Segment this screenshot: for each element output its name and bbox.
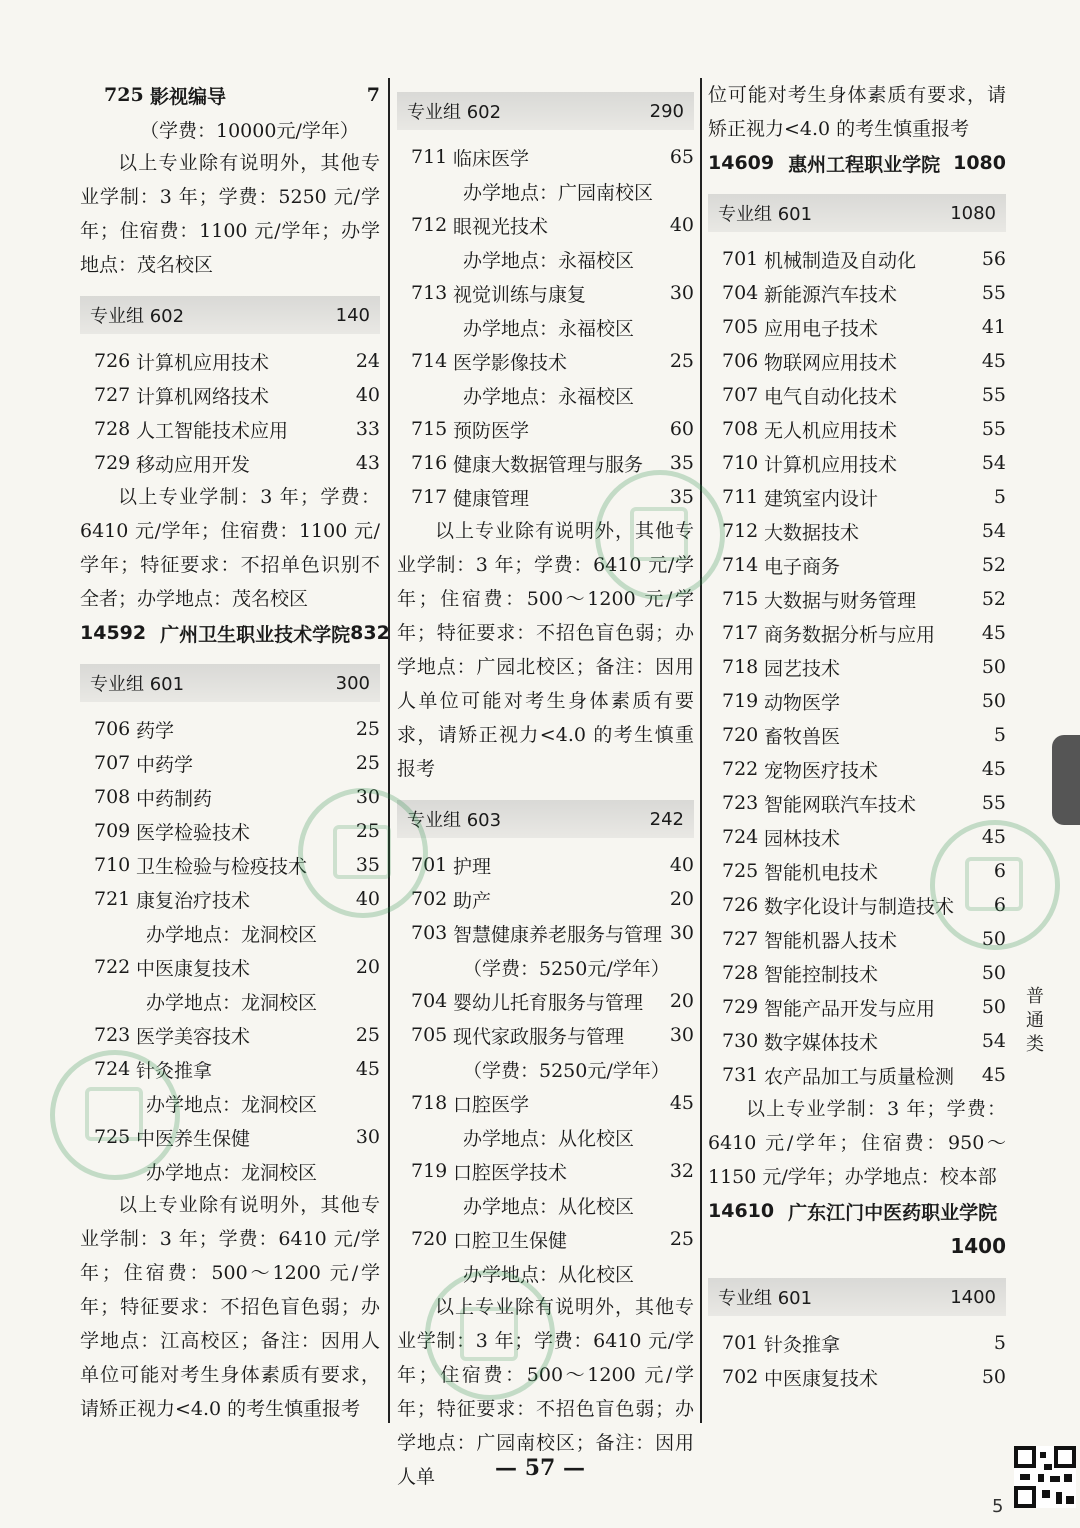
major-count: 52 bbox=[981, 588, 1006, 610]
major-row bbox=[397, 276, 694, 310]
major-name: 电子商务 bbox=[764, 555, 841, 578]
group-list-601 bbox=[708, 242, 1006, 1092]
major-name: 智能控制技术 bbox=[764, 963, 879, 986]
major-row bbox=[708, 514, 1006, 548]
major-row bbox=[397, 1086, 694, 1120]
major-count: 54 bbox=[981, 1030, 1006, 1052]
group-label: 专业组 601 bbox=[90, 674, 185, 695]
major-code: 729 bbox=[94, 452, 131, 474]
major-count: 45 bbox=[981, 826, 1006, 848]
major-name: 中药制药 bbox=[136, 787, 213, 810]
major-code: 720 bbox=[411, 1228, 448, 1250]
major-count: 32 bbox=[669, 1160, 694, 1182]
campus-note: 办学地点：从化校区 bbox=[463, 1263, 635, 1286]
major-code: 704 bbox=[411, 990, 448, 1012]
fee-note: （学费：10000元/学年） bbox=[140, 119, 359, 142]
major-count: 45 bbox=[669, 1092, 694, 1114]
major-code: 701 bbox=[722, 248, 759, 270]
major-count: 55 bbox=[981, 384, 1006, 406]
major-row bbox=[708, 1326, 1006, 1360]
major-row bbox=[708, 650, 1006, 684]
qr-code-icon bbox=[1014, 1446, 1076, 1508]
school-id: 14592 bbox=[80, 622, 147, 644]
side-tab bbox=[1052, 735, 1080, 825]
major-code: 719 bbox=[411, 1160, 448, 1182]
major-row bbox=[708, 378, 1006, 412]
major-row bbox=[708, 446, 1006, 480]
major-code: 727 bbox=[94, 384, 131, 406]
group-header bbox=[397, 800, 694, 838]
paragraph-note: 以上专业除有说明外，其他专业学制：3 年；学费：5250 元/学年；住宿费：1100 元/学年；办学地点：茂名校区 bbox=[80, 152, 380, 276]
group-label: 专业组 602 bbox=[407, 102, 502, 123]
major-count: 25 bbox=[355, 718, 380, 740]
major-code: 725 bbox=[104, 84, 144, 106]
major-name: 人工智能技术应用 bbox=[136, 419, 289, 442]
major-count: 50 bbox=[981, 928, 1006, 950]
major-name: 眼视光技术 bbox=[453, 215, 549, 238]
major-name: 健康大数据管理与服务 bbox=[453, 453, 644, 476]
major-code: 725 bbox=[722, 860, 759, 882]
major-name: 物联网应用技术 bbox=[764, 351, 898, 374]
major-count: 25 bbox=[355, 1024, 380, 1046]
major-name: 健康管理 bbox=[453, 487, 530, 510]
major-name: 智能机器人技术 bbox=[764, 929, 898, 952]
major-name: 计算机应用技术 bbox=[136, 351, 270, 374]
major-name: 卫生检验与检疫技术 bbox=[136, 855, 308, 878]
major-code: 725 bbox=[94, 1126, 131, 1148]
major-count: 35 bbox=[669, 452, 694, 474]
major-count: 45 bbox=[981, 758, 1006, 780]
major-count: 56 bbox=[981, 248, 1006, 270]
major-row bbox=[80, 78, 380, 112]
major-row bbox=[708, 990, 1006, 1024]
major-count: 54 bbox=[981, 520, 1006, 542]
school-count: 1400 bbox=[950, 1234, 1006, 1258]
major-code: 701 bbox=[722, 1332, 759, 1354]
major-name: 医学检验技术 bbox=[136, 821, 251, 844]
major-code: 703 bbox=[411, 922, 448, 944]
major-count: 35 bbox=[669, 486, 694, 508]
campus-note: 办学地点：龙洞校区 bbox=[146, 923, 318, 946]
group-count: 140 bbox=[335, 304, 370, 326]
campus-note: 办学地点：永福校区 bbox=[463, 249, 635, 272]
major-code: 716 bbox=[411, 452, 448, 474]
major-code: 711 bbox=[722, 486, 759, 508]
school-header bbox=[80, 616, 390, 650]
school-count: 1080 bbox=[953, 152, 1006, 174]
major-code: 727 bbox=[722, 928, 759, 950]
major-count: 55 bbox=[981, 418, 1006, 440]
major-row bbox=[708, 1058, 1006, 1092]
group-header bbox=[397, 92, 694, 130]
major-row bbox=[397, 984, 694, 1018]
major-name: 针灸推拿 bbox=[764, 1333, 841, 1356]
major-name: 商务数据分析与应用 bbox=[764, 623, 936, 646]
major-name: 视觉训练与康复 bbox=[453, 283, 587, 306]
major-count: 25 bbox=[669, 350, 694, 372]
major-count: 65 bbox=[669, 146, 694, 168]
school-id: 14610 bbox=[708, 1200, 775, 1222]
school-name: 广州卫生职业技术学院 bbox=[160, 623, 351, 646]
major-name: 计算机应用技术 bbox=[764, 453, 898, 476]
group-count: 1080 bbox=[950, 202, 996, 224]
major-count: 43 bbox=[355, 452, 380, 474]
major-code: 706 bbox=[94, 718, 131, 740]
major-code: 728 bbox=[94, 418, 131, 440]
major-code: 722 bbox=[94, 956, 131, 978]
school-count: 832 bbox=[350, 622, 390, 644]
major-row bbox=[397, 344, 694, 378]
paragraph-note: 以上专业除有说明外，其他专业学制：3 年；学费：6410 元/学年；住宿费：500～1200 元/学年；特征要求：不招色盲色弱；办学地点：广园北校区；备注：因用人单位可能对考生身体素质有要求，请矫正视力<4.0 的考生慎重报考 bbox=[397, 520, 694, 780]
campus-note: （学费：5250元/学年） bbox=[463, 1059, 670, 1082]
major-count: 5 bbox=[993, 1332, 1006, 1354]
major-code: 726 bbox=[94, 350, 131, 372]
major-code: 718 bbox=[411, 1092, 448, 1114]
paragraph-note: 以上专业除有说明外，其他专业学制：3 年；学费：6410 元/学年；住宿费：500～1200 元/学年；特征要求：不招色盲色弱；办学地点：广园南校区；备注：因用人单 bbox=[397, 1296, 694, 1488]
major-code: 722 bbox=[722, 758, 759, 780]
paragraph-note: 位可能对考生身体素质有要求，请矫正视力<4.0 的考生慎重报考 bbox=[708, 84, 1006, 140]
major-name: 口腔医学 bbox=[453, 1093, 530, 1116]
major-row bbox=[397, 208, 694, 242]
paragraph-note: 以上专业除有说明外，其他专业学制：3 年；学费：6410 元/学年；住宿费：500～1200 元/学年；特征要求：不招色盲色弱；办学地点：江高校区；备注：因用人单位可能对考生身体素质有要求，请矫正视力<4.0 的考生慎重报考 bbox=[80, 1194, 380, 1420]
major-code: 714 bbox=[722, 554, 759, 576]
major-row bbox=[708, 1360, 1006, 1394]
major-count: 50 bbox=[981, 690, 1006, 712]
major-code: 724 bbox=[722, 826, 759, 848]
major-code: 712 bbox=[411, 214, 448, 236]
major-code: 726 bbox=[722, 894, 759, 916]
watermark-seal-icon bbox=[50, 1050, 180, 1180]
group-header bbox=[708, 1278, 1006, 1316]
major-count: 33 bbox=[355, 418, 380, 440]
watermark-seal-icon bbox=[595, 470, 725, 600]
major-code: 721 bbox=[94, 888, 131, 910]
campus-note: 办学地点：广园南校区 bbox=[463, 181, 654, 204]
watermark-seal-icon bbox=[298, 788, 428, 918]
major-name: 影视编导 bbox=[150, 85, 227, 108]
major-row bbox=[397, 1154, 694, 1188]
major-name: 婴幼儿托育服务与管理 bbox=[453, 991, 644, 1014]
major-row bbox=[80, 746, 380, 780]
major-row bbox=[708, 412, 1006, 446]
group-count: 300 bbox=[335, 672, 370, 694]
major-code: 724 bbox=[94, 1058, 131, 1080]
major-row bbox=[708, 344, 1006, 378]
major-code: 704 bbox=[722, 282, 759, 304]
group-header bbox=[708, 194, 1006, 232]
major-code: 706 bbox=[722, 350, 759, 372]
major-count: 45 bbox=[355, 1058, 380, 1080]
group-label: 专业组 601 bbox=[718, 204, 813, 225]
major-count: 54 bbox=[981, 452, 1006, 474]
major-name: 医学美容技术 bbox=[136, 1025, 251, 1048]
major-count: 50 bbox=[981, 996, 1006, 1018]
major-code: 701 bbox=[411, 854, 448, 876]
major-count: 20 bbox=[355, 956, 380, 978]
major-code: 728 bbox=[722, 962, 759, 984]
major-code: 720 bbox=[722, 724, 759, 746]
major-row bbox=[708, 1024, 1006, 1058]
group-count: 290 bbox=[649, 100, 684, 122]
major-code: 715 bbox=[722, 588, 759, 610]
major-count: 45 bbox=[981, 1064, 1006, 1086]
major-code: 710 bbox=[94, 854, 131, 876]
group-list-602 bbox=[397, 140, 694, 514]
major-code: 709 bbox=[94, 820, 131, 842]
major-count: 6 bbox=[993, 860, 1006, 882]
major-name: 助产 bbox=[453, 889, 492, 912]
major-row bbox=[708, 582, 1006, 616]
major-code: 705 bbox=[411, 1024, 448, 1046]
campus-note: 办学地点：从化校区 bbox=[463, 1127, 635, 1150]
major-code: 718 bbox=[722, 656, 759, 678]
major-name: 动物医学 bbox=[764, 691, 841, 714]
major-code: 723 bbox=[722, 792, 759, 814]
group-list-602 bbox=[80, 344, 380, 480]
column-2 bbox=[397, 78, 694, 1494]
major-name: 新能源汽车技术 bbox=[764, 283, 898, 306]
major-name: 移动应用开发 bbox=[136, 453, 251, 476]
major-name: 宠物医疗技术 bbox=[764, 759, 879, 782]
major-count: 20 bbox=[669, 990, 694, 1012]
major-row bbox=[397, 916, 694, 950]
major-row bbox=[397, 412, 694, 446]
major-code: 723 bbox=[94, 1024, 131, 1046]
major-row bbox=[708, 242, 1006, 276]
major-name: 电气自动化技术 bbox=[764, 385, 898, 408]
major-name: 中医康复技术 bbox=[136, 957, 251, 980]
major-count: 30 bbox=[669, 282, 694, 304]
major-name: 数字化设计与制造技术 bbox=[764, 895, 955, 918]
major-name: 临床医学 bbox=[453, 147, 530, 170]
major-code: 707 bbox=[722, 384, 759, 406]
major-name: 无人机应用技术 bbox=[764, 419, 898, 442]
group-count: 242 bbox=[649, 808, 684, 830]
major-count: 7 bbox=[366, 84, 380, 106]
major-name: 园林技术 bbox=[764, 827, 841, 850]
major-name: 智能机电技术 bbox=[764, 861, 879, 884]
major-name: 预防医学 bbox=[453, 419, 530, 442]
major-count: 60 bbox=[669, 418, 694, 440]
major-code: 707 bbox=[94, 752, 131, 774]
major-count: 30 bbox=[355, 786, 380, 808]
major-row bbox=[708, 310, 1006, 344]
major-count: 40 bbox=[669, 214, 694, 236]
major-code: 713 bbox=[411, 282, 448, 304]
major-count: 30 bbox=[355, 1126, 380, 1148]
campus-note: 办学地点：龙洞校区 bbox=[146, 1093, 318, 1116]
major-row bbox=[80, 950, 380, 984]
watermark-seal-icon bbox=[930, 820, 1060, 950]
major-name: 园艺技术 bbox=[764, 657, 841, 680]
major-row bbox=[708, 752, 1006, 786]
major-code: 708 bbox=[722, 418, 759, 440]
major-count: 40 bbox=[355, 888, 380, 910]
major-code: 730 bbox=[722, 1030, 759, 1052]
school-name: 广东江门中医药职业学院 bbox=[788, 1201, 998, 1224]
school-header bbox=[708, 1194, 1006, 1228]
campus-note: 办学地点：永福校区 bbox=[463, 317, 635, 340]
major-count: 50 bbox=[981, 962, 1006, 984]
school-header bbox=[708, 146, 1006, 180]
major-count: 6 bbox=[993, 894, 1006, 916]
major-row bbox=[397, 848, 694, 882]
major-name: 中医康复技术 bbox=[764, 1367, 879, 1390]
major-row bbox=[708, 718, 1006, 752]
major-code: 711 bbox=[411, 146, 448, 168]
major-name: 中医养生保健 bbox=[136, 1127, 251, 1150]
watermark-seal-icon bbox=[425, 1270, 555, 1400]
paragraph-note: 以上专业学制：3 年；学费：6410 元/学年；住宿费：950～1150 元/学年；办学地点：校本部 bbox=[708, 1098, 1006, 1188]
major-row bbox=[80, 1018, 380, 1052]
group-count: 1400 bbox=[950, 1286, 996, 1308]
major-count: 45 bbox=[981, 350, 1006, 372]
major-code: 702 bbox=[722, 1366, 759, 1388]
group-label: 专业组 602 bbox=[90, 306, 185, 327]
major-code: 729 bbox=[722, 996, 759, 1018]
major-name: 口腔卫生保健 bbox=[453, 1229, 568, 1252]
major-count: 55 bbox=[981, 282, 1006, 304]
group-list-603 bbox=[397, 848, 694, 1290]
major-count: 20 bbox=[669, 888, 694, 910]
major-name: 机械制造及自动化 bbox=[764, 249, 917, 272]
major-row bbox=[708, 956, 1006, 990]
major-count: 35 bbox=[355, 854, 380, 876]
major-code: 717 bbox=[722, 622, 759, 644]
major-row bbox=[708, 548, 1006, 582]
major-name: 农产品加工与质量检测 bbox=[764, 1065, 955, 1088]
major-code: 702 bbox=[411, 888, 448, 910]
major-row bbox=[708, 616, 1006, 650]
campus-note: 办学地点：龙洞校区 bbox=[146, 991, 318, 1014]
major-name: 康复治疗技术 bbox=[136, 889, 251, 912]
major-name: 畜牧兽医 bbox=[764, 725, 841, 748]
major-count: 52 bbox=[981, 554, 1006, 576]
major-code: 708 bbox=[94, 786, 131, 808]
major-count: 25 bbox=[669, 1228, 694, 1250]
major-name: 智能网联汽车技术 bbox=[764, 793, 917, 816]
major-count: 25 bbox=[355, 752, 380, 774]
major-row bbox=[708, 480, 1006, 514]
major-count: 40 bbox=[669, 854, 694, 876]
column-divider-right bbox=[700, 78, 702, 1423]
major-row bbox=[397, 1222, 694, 1256]
major-name: 计算机网络技术 bbox=[136, 385, 270, 408]
major-name: 针灸推拿 bbox=[136, 1059, 213, 1082]
major-row bbox=[397, 140, 694, 174]
major-count: 50 bbox=[981, 1366, 1006, 1388]
major-row bbox=[708, 786, 1006, 820]
major-code: 717 bbox=[411, 486, 448, 508]
group-header bbox=[80, 296, 380, 334]
major-count: 5 bbox=[993, 724, 1006, 746]
major-count: 55 bbox=[981, 792, 1006, 814]
column-3 bbox=[708, 78, 1006, 1394]
major-count: 25 bbox=[355, 820, 380, 842]
major-count: 30 bbox=[669, 1024, 694, 1046]
major-code: 714 bbox=[411, 350, 448, 372]
page-number: — 57 — bbox=[495, 1455, 585, 1481]
major-name: 大数据技术 bbox=[764, 521, 860, 544]
major-name: 现代家政服务与管理 bbox=[453, 1025, 625, 1048]
group-label: 专业组 603 bbox=[407, 810, 502, 831]
campus-note: 办学地点：龙洞校区 bbox=[146, 1161, 318, 1184]
major-name: 口腔医学技术 bbox=[453, 1161, 568, 1184]
major-count: 30 bbox=[669, 922, 694, 944]
major-name: 智能产品开发与应用 bbox=[764, 997, 936, 1020]
column-divider-left bbox=[388, 78, 390, 1423]
column-1 bbox=[80, 78, 390, 1426]
major-row bbox=[80, 344, 380, 378]
major-code: 731 bbox=[722, 1064, 759, 1086]
major-row bbox=[80, 712, 380, 746]
corner-page-number: 5 bbox=[992, 1496, 1004, 1517]
major-row bbox=[80, 412, 380, 446]
major-code: 719 bbox=[722, 690, 759, 712]
major-name: 药学 bbox=[136, 719, 175, 742]
major-count: 41 bbox=[981, 316, 1006, 338]
major-name: 医学影像技术 bbox=[453, 351, 568, 374]
major-row bbox=[80, 378, 380, 412]
major-code: 715 bbox=[411, 418, 448, 440]
school-id: 14609 bbox=[708, 152, 775, 174]
paragraph-note: 以上专业学制：3 年；学费：6410 元/学年；住宿费：1100 元/学年；特征要求：不招单色识别不全者；办学地点：茂名校区 bbox=[80, 486, 380, 610]
major-name: 建筑室内设计 bbox=[764, 487, 879, 510]
school-name: 惠州工程职业学院 bbox=[788, 153, 941, 176]
major-name: 中药学 bbox=[136, 753, 194, 776]
group-list-601b bbox=[708, 1326, 1006, 1394]
major-code: 712 bbox=[722, 520, 759, 542]
side-category-label: 普通类 bbox=[1026, 986, 1044, 1055]
campus-note: 办学地点：从化校区 bbox=[463, 1195, 635, 1218]
major-name: 数字媒体技术 bbox=[764, 1031, 879, 1054]
group-header bbox=[80, 664, 380, 702]
major-row bbox=[80, 446, 380, 480]
major-count: 45 bbox=[981, 622, 1006, 644]
major-row bbox=[708, 684, 1006, 718]
major-name: 护理 bbox=[453, 855, 492, 878]
major-count: 40 bbox=[355, 384, 380, 406]
campus-note: 办学地点：永福校区 bbox=[463, 385, 635, 408]
major-count: 5 bbox=[993, 486, 1006, 508]
major-count: 50 bbox=[981, 656, 1006, 678]
major-row bbox=[397, 882, 694, 916]
major-name: 应用电子技术 bbox=[764, 317, 879, 340]
major-code: 710 bbox=[722, 452, 759, 474]
group-label: 专业组 601 bbox=[718, 1288, 813, 1309]
major-code: 705 bbox=[722, 316, 759, 338]
major-row bbox=[397, 1018, 694, 1052]
major-name: 大数据与财务管理 bbox=[764, 589, 917, 612]
campus-note: （学费：5250元/学年） bbox=[463, 957, 670, 980]
major-count: 24 bbox=[355, 350, 380, 372]
major-row bbox=[708, 276, 1006, 310]
major-name: 智慧健康养老服务与管理 bbox=[453, 923, 663, 946]
